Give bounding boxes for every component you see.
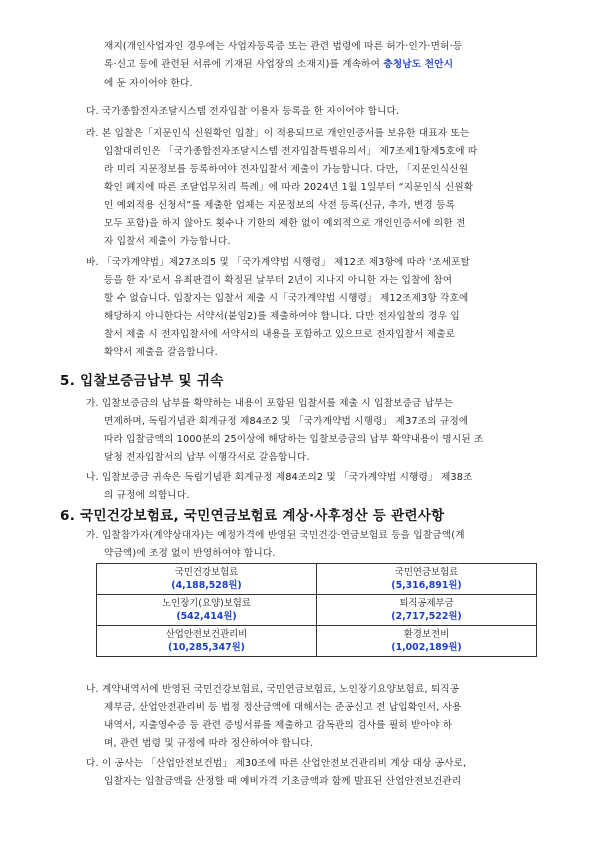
section-heading: 5. 입찰보증금납부 및 귀속 <box>60 373 224 389</box>
table-cell: 산업안전보건관리비 (10,285,347원) <box>97 626 317 657</box>
paragraph-line: 재지(개인사업자인 경우에는 사업자등록증 또는 관련 법령에 따른 허가·인가·면허·등 <box>104 41 463 52</box>
item-da: 다. 이 공사는 「산업안전보건법」 제30조에 따른 산업안전보건관리비 계상 대상 공사로, <box>86 758 467 769</box>
table-row <box>97 595 537 626</box>
item-ga: 가. 입찰보증금의 납부를 확약하는 내용이 포함된 입찰서를 제출 시 입찰보증금 납부는 <box>86 398 454 409</box>
paragraph-line: 약금액)에 조정 없이 반영하여야 합니다. <box>104 548 276 559</box>
paragraph-line: 자 입찰서 제출이 가능합니다. <box>104 236 231 247</box>
paragraph-line: 의 규정에 의합니다. <box>104 490 190 501</box>
paragraph-line: 면제하며, 독립기념관 회계규정 제84조2 및 「국가계약법 시행령」 제37조의 규정에 <box>104 416 469 427</box>
paragraph-line: 내역서, 지출영수증 등 관련 증빙서류를 제출하고 감독관의 검사를 필히 받아야 하 <box>104 720 453 731</box>
paragraph-line: 확약서 제출을 갈음합니다. <box>104 347 218 358</box>
table-cell: 국민건강보험료 (4,188,528원) <box>97 564 317 595</box>
section-heading: 6. 국민건강보험료, 국민연금보험료 계상·사후정산 등 관련사항 <box>60 508 445 524</box>
paragraph-line: 며, 관련 법령 및 규정에 따라 정산하여야 합니다. <box>104 738 314 749</box>
paragraph-line: 등을 한 자’로서 유죄판결이 확정된 날부터 2년이 지나지 아니한 자는 입찰에 참여 <box>104 275 453 286</box>
paragraph-line: 할 수 없습니다. 입찰자는 입찰서 제출 시「국가계약법 시행령」 제12조제3항 각호에 <box>104 293 469 304</box>
insurance-table <box>96 563 537 657</box>
item-na: 나. 계약내역서에 반영된 국민건강보험료, 국민연금보험료, 노인장기요양보험료, 퇴직공 <box>86 684 460 695</box>
paragraph-line: 달청 전자입찰서의 납부 이행각서로 갈음합니다. <box>104 452 310 463</box>
item-na: 나. 입찰보증금 귀속은 독립기념관 회계규정 제84조의2 및 「국가계약법 시행령」 제38조 <box>86 472 473 483</box>
paragraph-line: 라 미리 지문정보를 등록하여야 전자입찰서 제출이 가능합니다. 다만, 「지문인식신원 <box>104 164 469 175</box>
paragraph-line: 입찰자는 입찰금액을 산정할 때 예비가격 기초금액과 함께 발표된 산업안전보건관리 <box>104 776 462 787</box>
table-cell: 환경보전비 (1,002,189원) <box>317 626 537 657</box>
table-row <box>97 626 537 657</box>
paragraph-line: 찰서 제출 시 전자입찰서에 서약서의 내용을 포함하고 있으므로 전자입찰서 제출로 <box>104 329 456 340</box>
highlight-location: 충청남도 천안시 <box>383 59 454 70</box>
paragraph-line: 록·신고 등에 관련된 서류에 기재된 사업장의 소재지)를 계속하여 충청남도 천안시 <box>104 59 454 70</box>
table-cell: 국민연금보험료 (5,316,891원) <box>317 564 537 595</box>
item-ba: 바. 「국가계약법」제27조의5 및 「국가계약법 시행령」 제12조 제3항에 따라 ‘조세포탈 <box>86 257 471 268</box>
item-ra: 라. 본 입찰은「지문인식 신원확인 입찰」이 적용되므로 개인인증서를 보유한 대표자 또는 <box>86 128 470 139</box>
table-cell: 노인장기(요양)보험료 (542,414원) <box>97 595 317 626</box>
paragraph-line: 인 예외적용 신청서”를 제출한 업체는 지문정보의 사전 등록(신규, 추가, 변경 등록 <box>104 200 456 211</box>
table-cell: 퇴직공제부금 (2,717,522원) <box>317 595 537 626</box>
item-da: 다. 국가종합전자조달시스템 전자입찰 이용자 등록을 한 자이어야 합니다. <box>86 106 400 117</box>
paragraph-line: 따라 입찰금액의 1000분의 25이상에 해당하는 입찰보증금의 납부 확약내용이 명시된 조 <box>104 434 484 445</box>
paragraph-line: 제부금, 산업안전관리비 등 법정 정산금액에 대해서는 준공신고 전 납입확인서, 사용 <box>104 702 462 713</box>
paragraph-line: 확인 폐지에 따른 조달업무처리 특례」에 따라 2024년 1월 1일부터 “지문인식 신원확 <box>104 182 474 193</box>
paragraph-line: 해당하지 아니한다는 서약서(붙임2)를 제출하여야 합니다. 다만 전자입찰의 경우 입 <box>104 311 460 322</box>
paragraph-line: 에 둔 자이어야 한다. <box>104 78 193 89</box>
paragraph-line: 입찰대리인은 「국가종합전자조달시스템 전자입찰특별유의서」 제7조제1항제5호에 따 <box>104 146 478 157</box>
table-row <box>97 564 537 595</box>
paragraph-line: 모두 포함)을 하지 않아도 횟수나 기한의 제한 없이 예외적으로 개인인증서에 의한 전 <box>104 218 466 229</box>
item-ga: 가. 입찰참가자(계약상대자)는 예정가격에 반영된 국민건강·연금보험료 등을 입찰금액(계 <box>86 530 465 541</box>
